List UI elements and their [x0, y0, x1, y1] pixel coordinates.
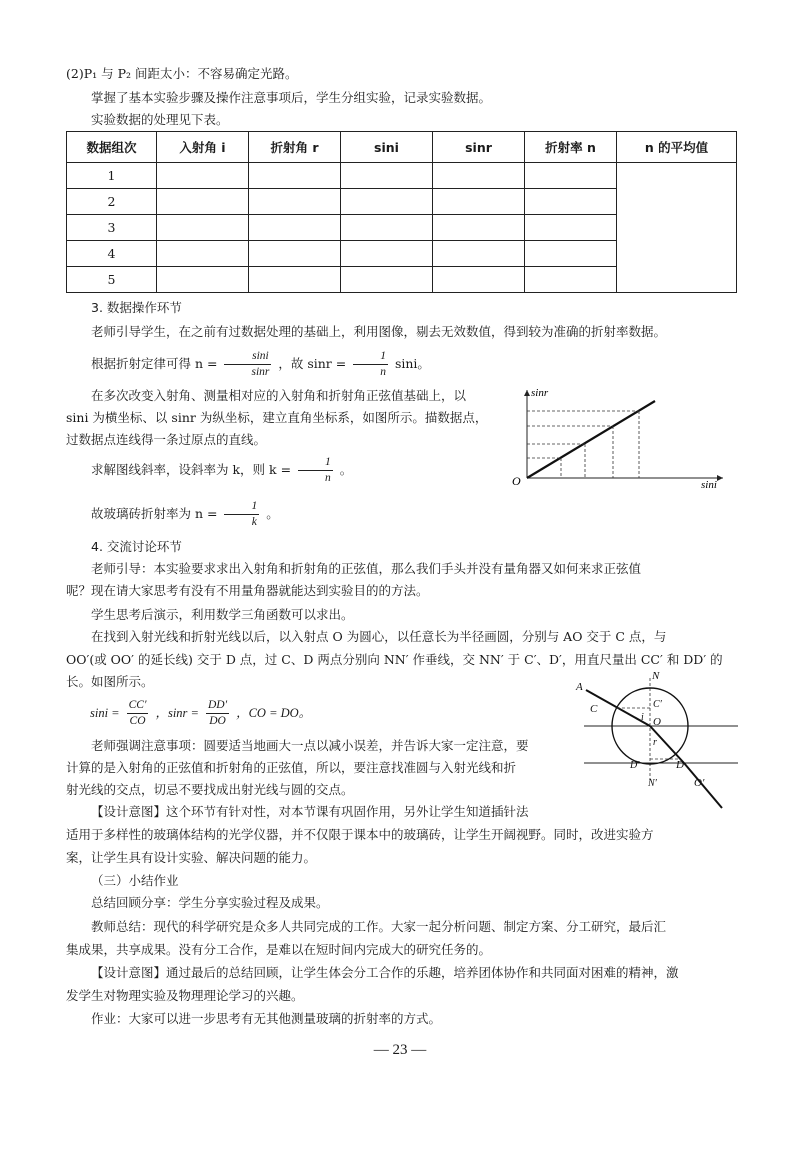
fraction: $\frac{\sin i}{\sin r}$	[224, 349, 271, 380]
circle-construction-figure	[572, 668, 738, 814]
section-3-para-1: 老师引导学生，在之前有过数据处理的基础上，利用图像，剔去无效数值，得到较为准确的折射率数据。	[91, 324, 667, 339]
section-4-para-3c: 长。如图所示。	[66, 674, 154, 689]
fit-line	[527, 401, 655, 478]
design-intent-1c: 案，让学生具有设计实验、解决问题的能力。	[66, 850, 317, 865]
summary-para-1: 总结回顾分享：学生分享实验过程及成果。	[91, 895, 329, 910]
label-d-prime: D′	[630, 760, 640, 771]
section-4-para-4a: 老师强调注意事项：圆要适当地画大一点以减小误差，并告诉大家一定注意，要	[91, 738, 529, 753]
section-summary-title: （三）小结作业	[91, 873, 179, 888]
col-header-group: 数据组次	[67, 132, 157, 163]
page-number: — 23 —	[373, 1042, 427, 1058]
summary-para-2b: 集成果，共享成果。没有分工合作，是难以在短时间内完成大的研究任务的。	[66, 942, 492, 957]
formula-index: 故玻璃砖折射率为 n = $\frac{1}{k}$ 。	[91, 500, 279, 528]
design-intent-1a: 【设计意图】这个环节有针对性，对本节课有巩固作用，另外让学生知道插针法	[91, 804, 529, 819]
section-4-para-3a: 在找到入射光线和折射光线以后，以入射点 O 为圆心，以任意长为半径画圆，分别与 AO 交于 C 点，与	[91, 629, 667, 644]
section-4-para-1a: 老师引导：本实验要求求出入射角和折射角的正弦值，那么我们手头并没有量角器又如何来求正弦值	[91, 561, 642, 576]
intro-line-1: (2)P₁ 与 P₂ 间距太小：不容易确定光路。	[66, 66, 298, 81]
label-a: A	[576, 681, 583, 693]
row-number: 4	[67, 241, 157, 267]
section-3-title: 3. 数据操作环节	[91, 300, 182, 315]
origin-label: O	[512, 474, 521, 488]
section-4-para-4c: 射光线的交点，切忌不要找成出射光线与圆的交点。	[66, 782, 354, 797]
section-3-para-2a: 在多次改变入射角、测量相对应的入射角和折射角正弦值基础上，以	[91, 388, 467, 403]
average-cell	[617, 163, 737, 293]
label-o-prime: O′	[694, 777, 705, 789]
label-n: N	[652, 670, 660, 682]
section-4-para-1b: 呢？现在请大家思考有没有不用量角器就能达到实验目的的方法。	[66, 583, 429, 598]
row-number: 1	[67, 163, 157, 189]
intro-line-3: 实验数据的处理见下表。	[91, 112, 229, 127]
data-table	[66, 131, 737, 293]
design-intent-2a: 【设计意图】通过最后的总结回顾，让学生体会分工合作的乐趣，培养团体协作和共同面对困难的精神，激	[91, 965, 679, 980]
section-3-para-2c: 过数据点连线得一条过原点的直线。	[66, 432, 267, 447]
fraction: $\frac{1}{k}$	[224, 499, 259, 530]
label-c: C	[590, 703, 598, 715]
section-4-para-2: 学生思考后演示，利用数学三角函数可以求出。	[91, 607, 354, 622]
formula-sines: sini = $\frac{CC'}{CO}$ ，sinr = $\frac{DD'}{DO}$ ，CO = DO。	[90, 699, 312, 727]
col-header-sinr: sinr	[433, 132, 525, 163]
section-4-para-4b: 计算的是入射角的正弦值和折射角的正弦值，所以，要注意找准圆与入射光线和折	[66, 760, 517, 775]
design-intent-1b: 适用于多样性的玻璃体结构的光学仪器，并不仅限于课本中的玻璃砖，让学生开阔视野。同时，改进实验方	[66, 827, 654, 842]
section-4-para-3b: OO′(或 OO′ 的延长线) 交于 D 点，过 C、D 两点分别向 NN′ 作垂线，交 NN′ 于 C′、D′，用直尺量出 CC′ 和 DD′ 的	[66, 652, 723, 667]
design-intent-2b: 发学生对物理实验及物理理论学习的兴趣。	[66, 988, 304, 1003]
fraction: $\frac{1}{n}$	[298, 455, 333, 486]
col-header-average: n 的平均值	[617, 132, 737, 163]
fraction: $\frac{DD'}{DO}$	[207, 699, 228, 727]
section-3-para-2b: sini 为横坐标、以 sinr 为纵坐标，建立直角坐标系，如图所示。描数据点，	[66, 410, 488, 425]
label-n-prime: N′	[648, 778, 657, 789]
col-header-index: 折射率 n	[525, 132, 617, 163]
col-header-refraction-angle: 折射角 r	[249, 132, 341, 163]
label-i: i	[641, 712, 644, 723]
x-axis-label: sini	[701, 479, 717, 490]
y-axis-label: sinr	[531, 387, 549, 399]
label-d: D	[676, 759, 684, 771]
fraction: $\frac{1}{n}$	[353, 349, 388, 380]
summary-para-2a: 教师总结：现代的科学研究是众多人共同完成的工作。大家一起分析问题、制定方案、分工研究，最后汇	[91, 919, 667, 934]
row-number: 2	[67, 189, 157, 215]
formula-slope: 求解图线斜率，设斜率为 k，则 k = $\frac{1}{n}$ 。	[91, 456, 353, 484]
label-o: O	[653, 716, 661, 728]
table-header-row	[67, 132, 737, 163]
homework: 作业：大家可以进一步思考有无其他测量玻璃的折射率的方式。	[91, 1011, 442, 1026]
section-4-title: 4. 交流讨论环节	[91, 539, 182, 554]
formula-refraction-law: 根据折射定律可得 n = $\frac{\sin i}{\sin r}$ ，故 sinr = $\frac{1}{n}$ sini。	[91, 350, 430, 378]
col-header-incidence-angle: 入射角 i	[157, 132, 249, 163]
fraction: $\frac{CC'}{CO}$	[128, 699, 147, 727]
label-c-prime: C′	[653, 699, 662, 710]
table-row	[67, 163, 737, 189]
row-number: 5	[67, 267, 157, 293]
sin-graph	[505, 384, 735, 490]
intro-line-2: 掌握了基本实验步骤及操作注意事项后，学生分组实验，记录实验数据。	[91, 90, 492, 105]
row-number: 3	[67, 215, 157, 241]
label-r: r	[653, 737, 657, 748]
col-header-sini: sini	[341, 132, 433, 163]
